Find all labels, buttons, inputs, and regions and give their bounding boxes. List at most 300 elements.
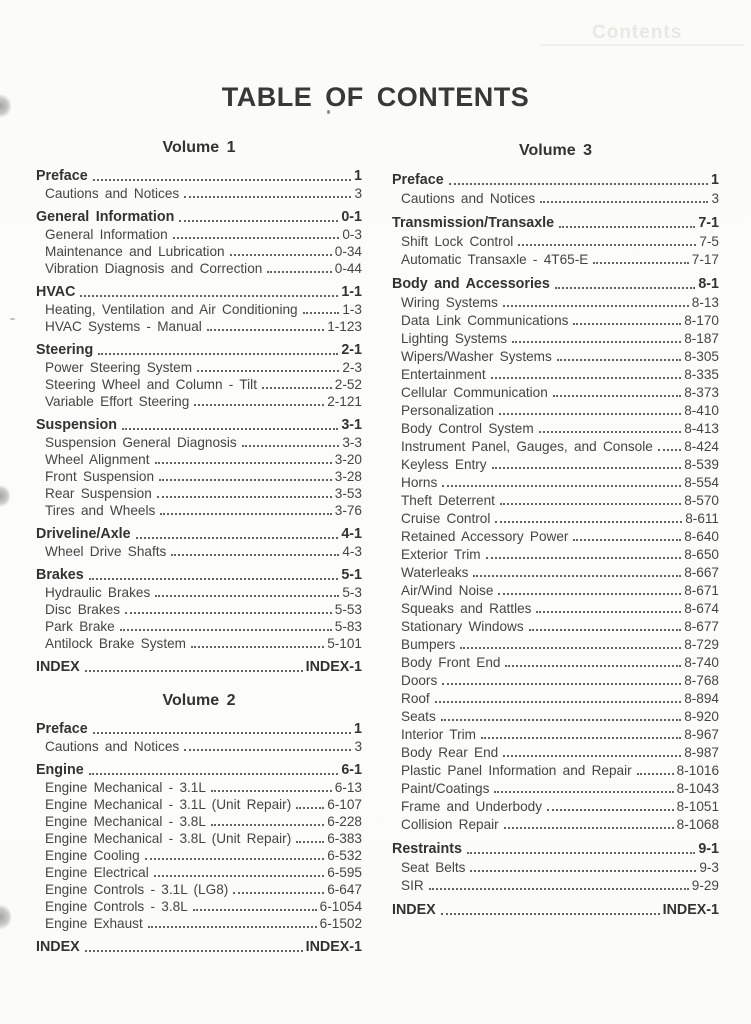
toc-row: [36, 914, 362, 931]
toc-entry-label: Transmission/Transaxle: [392, 215, 555, 231]
page-number: 6-1: [341, 762, 362, 778]
toc-row: [392, 418, 719, 436]
toc-row: [392, 670, 719, 688]
dot-leader: [191, 646, 324, 648]
toc-row: [392, 213, 719, 231]
toc-row: [36, 484, 362, 501]
toc-row: [392, 364, 719, 382]
dot-leader: [481, 737, 681, 739]
page-number: 2-3: [342, 360, 362, 375]
toc-entry-label: Body Rear End: [401, 745, 499, 760]
dot-leader: [658, 449, 681, 451]
toc-entry-label: Tires and Wheels: [45, 503, 156, 518]
toc-row: [36, 416, 362, 433]
dot-leader: [184, 196, 351, 198]
page-number: 8-677: [684, 619, 719, 634]
page-number: 4-1: [341, 526, 362, 542]
toc-row: [392, 490, 719, 508]
page-number: 3-1: [341, 417, 362, 433]
dot-leader: [89, 578, 339, 580]
toc-row: [392, 760, 719, 778]
page-number: 8-373: [684, 385, 719, 400]
toc-row: [36, 525, 362, 542]
toc-row: [392, 706, 719, 724]
page-number: 8-674: [684, 601, 719, 616]
toc-row: [36, 542, 362, 559]
dot-leader: [503, 305, 689, 307]
toc-row: [36, 566, 362, 583]
page-number: 1-1: [341, 284, 362, 300]
page-number: 1: [354, 721, 362, 737]
toc-entry-label: Wheel Alignment: [45, 452, 150, 467]
toc-row: [392, 400, 719, 418]
toc-row: [392, 249, 719, 267]
dot-leader: [498, 593, 681, 595]
page-number: 3-20: [334, 452, 362, 467]
toc-row: [392, 274, 719, 292]
dot-leader: [495, 521, 682, 523]
toc-row: [36, 259, 362, 276]
toc-entry-label: Park Brake: [45, 619, 115, 634]
toc-group: [36, 341, 362, 409]
toc-entry-label: Suspension: [36, 417, 118, 433]
page-number: 7-17: [691, 252, 719, 267]
dot-leader: [442, 683, 681, 685]
toc-row: [36, 846, 362, 863]
dot-leader: [242, 445, 340, 447]
page-number: 1: [711, 172, 719, 188]
toc-entry-label: Hydraulic Brakes: [45, 585, 151, 600]
dot-leader: [159, 479, 332, 481]
dot-leader: [637, 773, 674, 775]
dot-leader: [211, 824, 324, 826]
page-number: 8-894: [684, 691, 719, 706]
page-number: 8-740: [684, 655, 719, 670]
dot-leader: [193, 909, 317, 911]
page-number: 1: [354, 168, 362, 184]
toc-entry-label: Front Suspension: [45, 469, 155, 484]
dot-leader: [303, 312, 340, 314]
dot-leader: [442, 485, 681, 487]
volume-section: [36, 139, 362, 675]
page-number: 3-3: [342, 435, 362, 450]
toc-entry-label: Preface: [36, 721, 88, 737]
toc-entry-label: Seat Belts: [401, 860, 466, 875]
page-title: TABLE OF CONTENTS: [221, 82, 530, 112]
dot-leader: [593, 262, 688, 264]
dot-leader: [470, 870, 696, 872]
toc-row: [36, 583, 362, 600]
toc-row: [392, 616, 719, 634]
toc-row: [392, 346, 719, 364]
toc-entry-label: Cruise Control: [401, 511, 491, 526]
dot-leader: [553, 395, 681, 397]
page-number: INDEX-1: [305, 659, 362, 675]
page-number: 2-1: [341, 342, 362, 358]
dot-leader: [555, 287, 696, 289]
toc-entry-label: Roof: [401, 691, 430, 706]
dot-leader: [441, 913, 660, 915]
toc-row: [36, 720, 362, 737]
toc-entry-label: Lighting Systems: [401, 331, 508, 346]
toc-row: [392, 454, 719, 472]
toc-entry-label: Driveline/Axle: [36, 526, 131, 542]
dot-leader: [503, 755, 681, 757]
dot-leader: [148, 926, 317, 928]
page-number: 7-5: [699, 234, 719, 249]
dot-leader: [155, 595, 339, 597]
toc-entry-label: Body and Accessories: [392, 276, 550, 292]
dot-leader: [505, 665, 681, 667]
toc-group: [392, 900, 719, 918]
toc-row: [36, 167, 362, 184]
dot-leader: [184, 749, 351, 751]
toc-row: [392, 188, 719, 206]
page-number: 2-52: [334, 377, 362, 392]
toc-row: [36, 300, 362, 317]
page-number: 9-1: [698, 841, 719, 857]
toc-entry-label: Cautions and Notices: [401, 191, 536, 206]
toc-row: [36, 761, 362, 778]
toc-entry-label: Data Link Communications: [401, 313, 569, 328]
toc-entry-label: Suspension General Diagnosis: [45, 435, 237, 450]
toc-row: [36, 617, 362, 634]
toc-entry-label: Automatic Transaxle - 4T65-E: [401, 252, 589, 267]
page-number: 7-1: [698, 215, 719, 231]
dot-leader: [145, 858, 325, 860]
page-number: 3-28: [334, 469, 362, 484]
toc-row: [392, 580, 719, 598]
dot-leader: [540, 201, 708, 203]
toc-row: [392, 526, 719, 544]
page-number: 5-53: [334, 602, 362, 617]
dot-leader: [207, 329, 324, 331]
toc-row: [36, 658, 362, 675]
toc-entry-label: Preface: [36, 168, 88, 184]
page-number: 3: [354, 739, 362, 754]
toc-entry-label: Bumpers: [401, 637, 456, 652]
page-number: 8-410: [684, 403, 719, 418]
toc-row: [392, 436, 719, 454]
page-number: 0-1: [341, 209, 362, 225]
toc-entry-label: Personalization: [401, 403, 494, 418]
page-number: INDEX-1: [305, 939, 362, 955]
dot-leader: [473, 575, 681, 577]
toc-group: [392, 839, 719, 893]
page-number: 8-920: [684, 709, 719, 724]
toc-row: [392, 814, 719, 832]
page-number: 6-647: [327, 882, 362, 897]
page-number: 8-305: [684, 349, 719, 364]
page-number: 8-987: [684, 745, 719, 760]
toc-entry-label: Doors: [401, 673, 438, 688]
page-number: 6-13: [334, 780, 362, 795]
toc-group: [36, 525, 362, 559]
dot-leader: [500, 503, 681, 505]
page-number: 6-107: [327, 797, 362, 812]
toc-row: [392, 382, 719, 400]
toc-row: [36, 467, 362, 484]
volume-section: [36, 692, 362, 955]
dot-leader: [194, 404, 324, 406]
toc-entry-label: Engine Controls - 3.1L (LG8): [45, 882, 229, 897]
toc-row: [392, 742, 719, 760]
dot-leader: [573, 323, 681, 325]
toc-entry-label: Interior Trim: [401, 727, 477, 742]
dot-leader: [573, 539, 681, 541]
toc-row: [392, 292, 719, 310]
page-number: 6-228: [327, 814, 362, 829]
toc-group: [36, 658, 362, 675]
scan-artifact-binder-smudge: [0, 484, 10, 508]
page-number: 8-768: [684, 673, 719, 688]
toc-group: [36, 416, 362, 518]
dot-leader: [557, 359, 681, 361]
toc-entry-label: Engine Exhaust: [45, 916, 143, 931]
toc-row: [36, 778, 362, 795]
toc-entry-label: Keyless Entry: [401, 457, 487, 472]
toc-row: [392, 310, 719, 328]
page-number: 9-3: [699, 860, 719, 875]
page-number: 8-967: [684, 727, 719, 742]
toc-entry-label: Body Control System: [401, 421, 534, 436]
toc-row: [392, 562, 719, 580]
toc-row: [392, 688, 719, 706]
page-number: 8-667: [684, 565, 719, 580]
scan-artifact-binder-smudge: [0, 903, 11, 931]
volume-title: Volume 3: [519, 142, 592, 159]
toc-row: [36, 341, 362, 358]
dot-leader: [499, 413, 681, 415]
toc-row: [392, 170, 719, 188]
right-column: [392, 142, 719, 925]
toc-row: [36, 184, 362, 201]
toc-row: [36, 737, 362, 754]
page-number: 3-53: [334, 486, 362, 501]
dot-leader: [441, 719, 681, 721]
toc-row: [36, 317, 362, 334]
dot-leader: [89, 773, 339, 775]
toc-entry-label: Wheel Drive Shafts: [45, 544, 167, 559]
page-number: 0-3: [342, 227, 362, 242]
page-number: 5-101: [327, 636, 362, 651]
page-number: 2-121: [327, 394, 362, 409]
toc-row: [36, 208, 362, 225]
toc-entry-label: Frame and Underbody: [401, 799, 543, 814]
toc-row: [36, 375, 362, 392]
dot-leader: [460, 647, 681, 649]
dot-leader: [80, 295, 338, 297]
toc-entry-label: Wiring Systems: [401, 295, 498, 310]
toc-entry-label: Stationary Windows: [401, 619, 524, 634]
dot-leader: [504, 827, 674, 829]
page-number: INDEX-1: [662, 902, 719, 918]
toc-entry-label: Engine Mechanical - 3.8L (Unit Repair): [45, 831, 292, 846]
page-number: 8-650: [684, 547, 719, 562]
page-number: 6-1502: [319, 916, 362, 931]
toc-row: [36, 283, 362, 300]
dot-leader: [559, 226, 695, 228]
toc-row: [36, 358, 362, 375]
toc-entry-label: Engine Controls - 3.8L: [45, 899, 188, 914]
page-number: 8-13: [691, 295, 719, 310]
toc-entry-label: Cautions and Notices: [45, 739, 180, 754]
dot-leader: [197, 370, 339, 372]
dot-leader: [155, 462, 332, 464]
dot-leader: [491, 377, 682, 379]
dot-leader: [230, 254, 332, 256]
toc-row: [36, 501, 362, 518]
volume-title: Volume 1: [162, 139, 236, 156]
toc-entry-label: Brakes: [36, 567, 84, 583]
dot-leader: [435, 701, 682, 703]
dot-leader: [171, 554, 339, 556]
toc-entry-label: Restraints: [392, 841, 462, 857]
toc-row: [36, 634, 362, 651]
page-number: 8-1016: [676, 763, 719, 778]
toc-row: [392, 875, 719, 893]
toc-group: [36, 167, 362, 201]
toc-entry-label: Engine Mechanical - 3.1L: [45, 780, 206, 795]
toc-entry-label: Shift Lock Control: [401, 234, 514, 249]
dot-leader: [157, 496, 332, 498]
toc-row: [36, 938, 362, 955]
toc-row: [36, 812, 362, 829]
toc-entry-label: Collision Repair: [401, 817, 499, 832]
page-number: 8-1068: [676, 817, 719, 832]
dot-leader: [449, 183, 708, 185]
toc-entry-label: Seats: [401, 709, 436, 724]
toc-row: [392, 598, 719, 616]
toc-entry-label: INDEX: [36, 939, 80, 955]
toc-row: [392, 508, 719, 526]
toc-row: [392, 778, 719, 796]
volume-title: Volume 2: [162, 692, 236, 709]
toc-row: [392, 900, 719, 918]
page-number: 8-611: [685, 511, 719, 526]
scan-artifact-speck: [10, 318, 15, 320]
dot-leader: [85, 670, 303, 672]
toc-entry-label: Preface: [392, 172, 444, 188]
toc-entry-label: Rear Suspension: [45, 486, 152, 501]
dot-leader: [547, 809, 674, 811]
toc-entry-label: Engine Mechanical - 3.8L: [45, 814, 206, 829]
toc-entry-label: Vibration Diagnosis and Correction: [45, 261, 263, 276]
toc-row: [36, 242, 362, 259]
page-number: 8-335: [684, 367, 719, 382]
toc-row: [36, 600, 362, 617]
toc-row: [392, 839, 719, 857]
dot-leader: [173, 237, 340, 239]
dot-leader: [98, 353, 338, 355]
toc-group: [36, 208, 362, 276]
toc-entry-label: HVAC Systems - Manual: [45, 319, 202, 334]
toc-entry-label: Cautions and Notices: [45, 186, 180, 201]
toc-entry-label: INDEX: [392, 902, 436, 918]
toc-row: [392, 328, 719, 346]
page-number: 1-123: [327, 319, 362, 334]
toc-entry-label: Disc Brakes: [45, 602, 121, 617]
toc-entry-label: Engine Cooling: [45, 848, 140, 863]
dot-leader: [494, 791, 673, 793]
page-number: 8-554: [684, 475, 719, 490]
dot-leader: [486, 557, 682, 559]
toc-entry-label: Exterior Trim: [401, 547, 481, 562]
page-number: 0-34: [334, 244, 362, 259]
page-number: 8-413: [684, 421, 719, 436]
dot-leader: [93, 732, 351, 734]
page-number: 5-1: [341, 567, 362, 583]
toc-group: [36, 283, 362, 334]
dot-leader: [512, 341, 681, 343]
dot-leader: [122, 428, 338, 430]
page-number: 8-187: [684, 331, 719, 346]
toc-row: [36, 433, 362, 450]
page-number: 0-44: [334, 261, 362, 276]
page-number: 3: [711, 191, 719, 206]
toc-row: [36, 795, 362, 812]
dot-leader: [179, 220, 338, 222]
page-number: 5-83: [334, 619, 362, 634]
toc-group: [36, 720, 362, 754]
toc-row: [36, 880, 362, 897]
dot-leader: [154, 875, 324, 877]
toc-entry-label: Wipers/Washer Systems: [401, 349, 552, 364]
page-number: 6-595: [327, 865, 362, 880]
page-number: 8-1051: [676, 799, 719, 814]
toc-group: [36, 566, 362, 651]
page-number: 6-532: [327, 848, 362, 863]
dot-leader: [211, 790, 332, 792]
toc-entry-label: Paint/Coatings: [401, 781, 490, 796]
dot-leader: [467, 852, 695, 854]
page-number: 8-671: [684, 583, 719, 598]
scan-artifact-ghost-line: [540, 44, 744, 46]
page-number: 6-383: [327, 831, 362, 846]
toc-entry-label: Air/Wind Noise: [401, 583, 494, 598]
dot-leader: [529, 629, 682, 631]
toc-row: [392, 652, 719, 670]
dot-leader: [262, 387, 332, 389]
toc-entry-label: Variable Effort Steering: [45, 394, 190, 409]
dot-leader: [125, 612, 332, 614]
toc-entry-label: Steering: [36, 342, 94, 358]
dot-leader: [267, 271, 331, 273]
dot-leader: [85, 950, 303, 952]
toc-entry-label: Plastic Panel Information and Repair: [401, 763, 632, 778]
toc-row: [392, 796, 719, 814]
dot-leader: [536, 611, 681, 613]
toc-entry-label: Horns: [401, 475, 438, 490]
toc-row: [36, 225, 362, 242]
toc-row: [392, 634, 719, 652]
page-number: 3-76: [334, 503, 362, 518]
page-number: 3: [354, 186, 362, 201]
toc-row: [36, 863, 362, 880]
toc-entry-label: General Information: [36, 209, 175, 225]
toc-row: [36, 450, 362, 467]
volume-section: [392, 142, 719, 918]
dot-leader: [296, 841, 324, 843]
toc-entry-label: General Information: [45, 227, 168, 242]
toc-entry-label: Engine Electrical: [45, 865, 149, 880]
dot-leader: [518, 244, 696, 246]
page-number: 6-1054: [319, 899, 362, 914]
toc-entry-label: Squeaks and Rattles: [401, 601, 532, 616]
toc-entry-label: SIR: [401, 878, 424, 893]
toc-row: [36, 829, 362, 846]
toc-entry-label: Power Steering System: [45, 360, 193, 375]
